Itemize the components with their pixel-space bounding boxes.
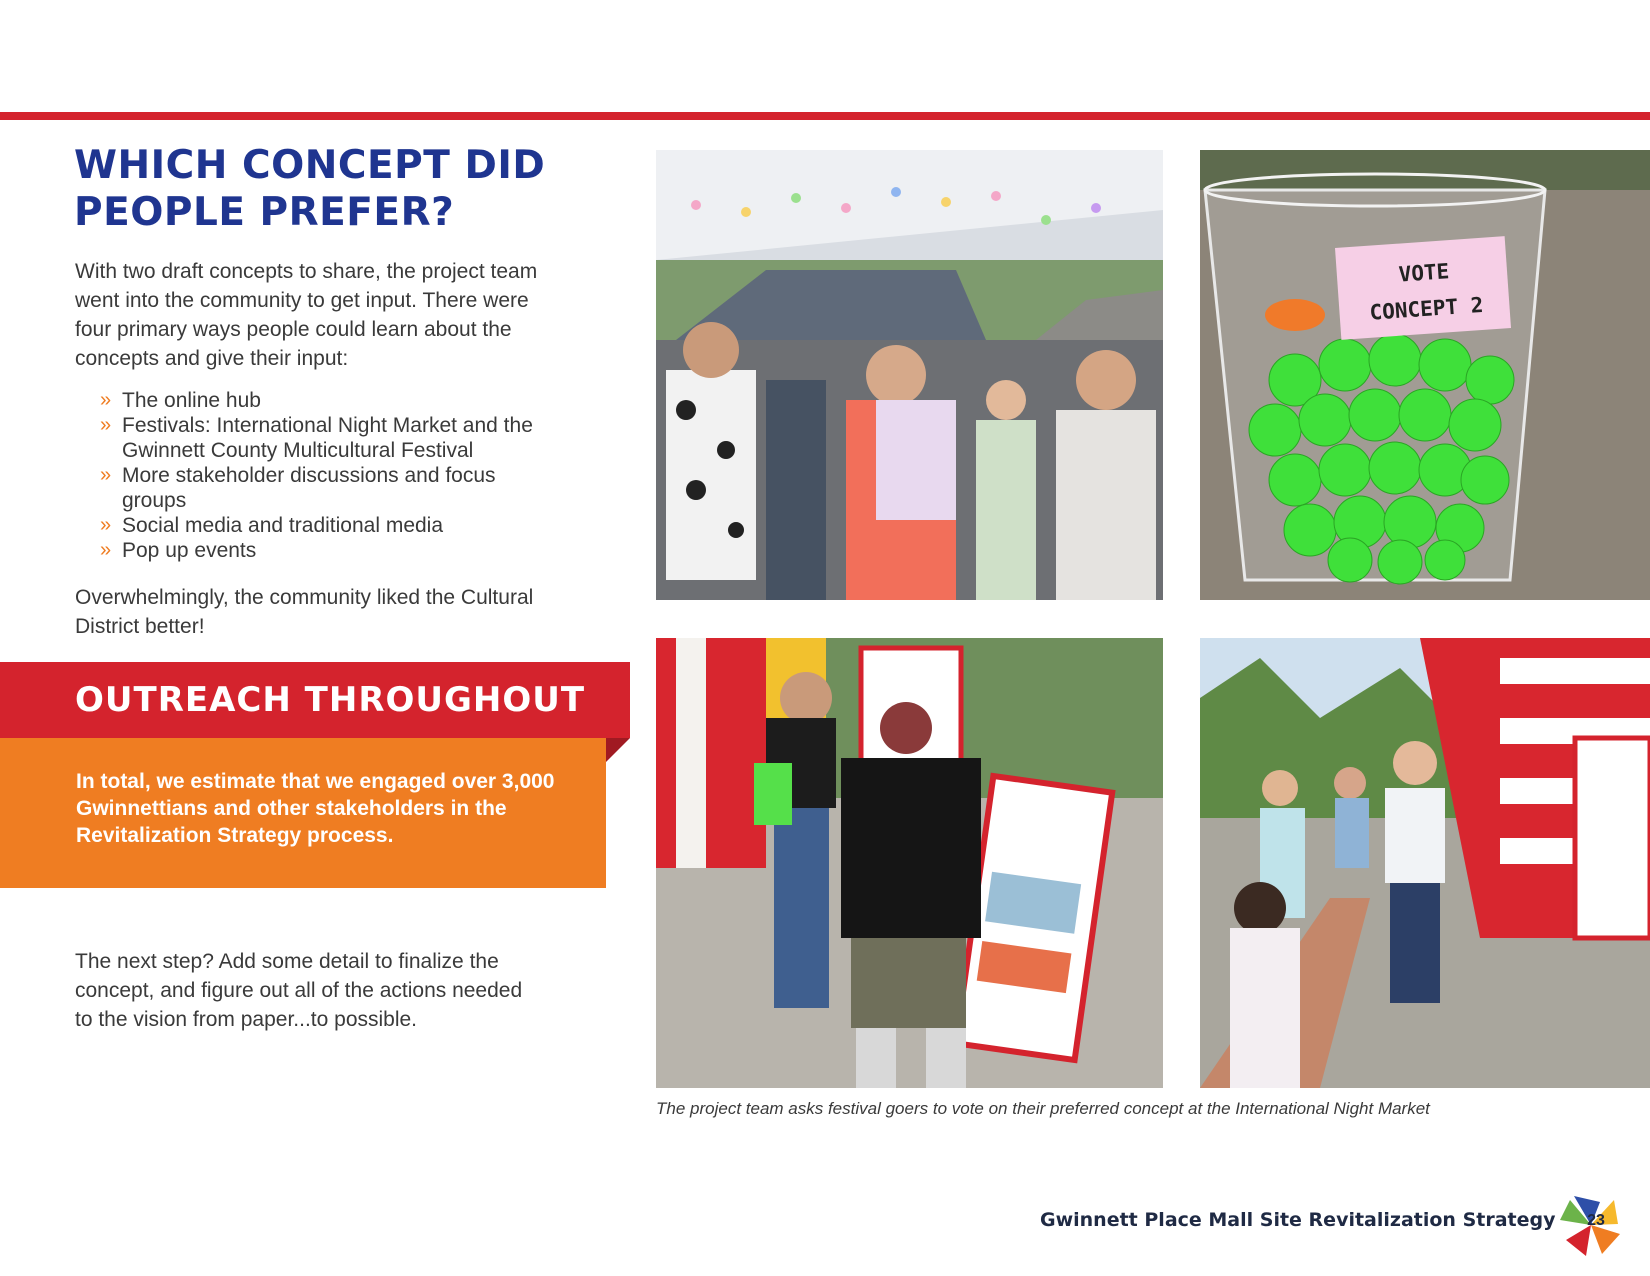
list-item-text: The online hub (122, 389, 261, 412)
festival-outdoor-photo (1200, 638, 1650, 1088)
section-heading (74, 142, 614, 236)
list-item-text: Festivals: International Night Market and the Gwinnett County Multicultural Festival (122, 414, 533, 462)
header-red-rule (0, 112, 1650, 120)
outreach-callout-box (0, 738, 606, 888)
conclusion-paragraph: Overwhelmingly, the community liked the Cultural District better! (75, 586, 534, 638)
bullet-arrow-icon: » (100, 539, 112, 561)
vote-sign-line-1: VOTE (1397, 259, 1451, 287)
next-step-paragraph: The next step? Add some detail to finalize the concept, and figure out all of the actions needed to the vision from paper...to possible. (75, 950, 523, 1031)
bullet-arrow-icon: » (100, 389, 112, 411)
list-item (100, 513, 540, 538)
input-methods-list (100, 388, 540, 563)
outreach-title: OUTREACH THROUGHOUT (75, 680, 586, 720)
list-item-text: Pop up events (122, 539, 257, 562)
list-item-text: Social media and traditional media (122, 514, 444, 537)
heading-line-1: WHICH CONCEPT DID (74, 143, 546, 188)
concept-boards-photo (656, 638, 1163, 1088)
festival-crowd-photo (656, 150, 1163, 600)
list-item-text: More stakeholder discussions and focus groups (122, 464, 496, 512)
heading-line-2: PEOPLE PREFER? (74, 190, 455, 235)
bullet-arrow-icon: » (100, 464, 112, 486)
bullet-arrow-icon: » (100, 514, 112, 536)
outreach-banner (0, 662, 630, 738)
vote-bucket-photo (1200, 150, 1650, 600)
list-item (100, 413, 540, 463)
page-number: 23 (1587, 1212, 1605, 1229)
vote-sign-line-2: CONCEPT 2 (1368, 292, 1485, 325)
photo-caption: The project team asks festival goers to vote on their preferred concept at the International Night Market (656, 1099, 1430, 1118)
list-item (100, 388, 540, 413)
list-item (100, 463, 540, 513)
bullet-arrow-icon: » (100, 414, 112, 436)
outreach-callout-text: In total, we estimate that we engaged over 3,000 Gwinnettians and other stakeholders in the Revitalization Strategy process. (76, 770, 555, 847)
list-item (100, 538, 540, 563)
banner-fold (606, 738, 630, 762)
intro-paragraph: With two draft concepts to share, the project team went into the community to get input. There were four primary ways people could learn about the concepts and give their input: (75, 260, 538, 370)
document-title: Gwinnett Place Mall Site Revitalization Strategy (1040, 1209, 1556, 1231)
